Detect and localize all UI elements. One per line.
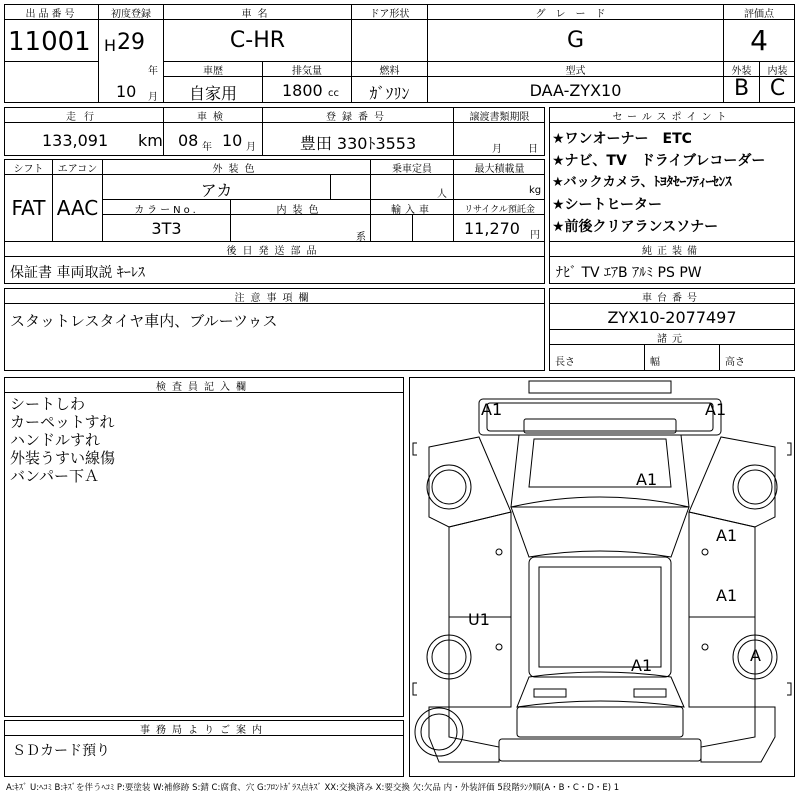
fuel-header: 燃料 (379, 66, 400, 77)
capacity-header: 乗車定員 (392, 164, 432, 175)
sales-point: ★シートヒーター (552, 197, 662, 213)
reg-year: 29 (117, 30, 145, 55)
mark-front-right: A1 (705, 400, 727, 419)
mark-front-left: A1 (481, 400, 503, 419)
sales-point: ★ナビ、TV ドライブレコーダー (552, 153, 766, 169)
aircon: AAC (56, 196, 99, 220)
history: 自家用 (188, 84, 237, 103)
sales-points-list (552, 128, 794, 238)
inspection-header: 車検 (197, 112, 229, 123)
sales-point: ★ワンオーナー ETC (552, 131, 692, 147)
genuine-equipment: ﾅﾋﾞ TV ｴｱB ｱﾙﾐ PS PW (556, 265, 702, 281)
door-header: ドア形状 (369, 9, 410, 20)
reg-month-unit: 月 (148, 92, 158, 103)
recycle-unit: 円 (530, 230, 540, 241)
displacement-header: 排気量 (292, 66, 322, 77)
inspection-year: 08 (178, 131, 199, 150)
color-no-header: カラーNo. (134, 205, 199, 216)
inspector-note: カーペットすれ (10, 413, 115, 431)
interior-grade: C (769, 76, 786, 101)
genuine-header: 純正装備 (642, 246, 702, 257)
legend: A:ｷｽﾞ U:ﾍｺﾐ B:ｷｽﾞを伴うﾍｺﾐ P:要塗装 W:補修跡 S:錆 C:腐食、穴 G:ﾌﾛﾝﾄｶﾞﾗｽ点ｷｽﾞ XX:交換済み X:要交換 欠:欠品 内・外装評価 5段階ﾗﾝｸ順(A・B・C・D・E) 1 (6, 783, 620, 793)
office-header: 事務局よりご案内 (140, 725, 268, 736)
car-name-header: 車名 (241, 9, 274, 20)
reg-year-unit: 年 (148, 66, 158, 77)
inspection-year-unit: 年 (202, 142, 212, 153)
mileage-header: 走行 (66, 112, 102, 123)
transfer-day-unit: 日 (528, 144, 538, 155)
recycle-fee: 11,270 (464, 219, 520, 238)
transfer-header: 譲渡書類期限 (469, 112, 530, 123)
displacement: 1800 (282, 81, 323, 100)
inspector-note: ハンドルすれ (10, 431, 101, 449)
mileage-unit: km (138, 131, 163, 150)
mark-roof-rear: A1 (631, 656, 653, 675)
inspection-month: 10 (222, 131, 243, 150)
notes-text: スタットレスタイヤ車内、ブルーツゥス (10, 312, 278, 330)
score: 4 (750, 24, 768, 57)
mark-right-front-door: A1 (716, 526, 738, 545)
int-color-unit: 系 (356, 232, 366, 243)
car-name: C-HR (229, 28, 286, 53)
spec-width: 幅 (650, 357, 660, 368)
notes-header: 注意事項欄 (234, 293, 315, 304)
sales-points-header: セールスポイント (612, 112, 732, 123)
model-code: DAA-ZYX10 (529, 81, 622, 100)
ext-color-header: 外装色 (212, 164, 261, 175)
spec-height: 高さ (725, 357, 745, 368)
later-parts-header: 後日発送部品 (226, 246, 323, 257)
exterior-grade: B (733, 76, 750, 101)
inspector-note: バンパー下Ａ (10, 467, 99, 485)
color-number: 3T3 (151, 219, 182, 238)
later-parts: 保証書 車両取説 ｷｰﾚｽ (10, 265, 145, 281)
recycle-header: リサイクル預託金 (464, 205, 535, 215)
history-header: 車歴 (203, 66, 223, 77)
score-header: 評価点 (744, 9, 774, 20)
exterior-color: アカ (200, 181, 233, 200)
office-note: ＳＤカード預り (12, 743, 110, 759)
mileage: 133,091 (42, 131, 109, 150)
lot-number: 11001 (8, 27, 91, 57)
reg-no-header: 登録番号 (326, 112, 390, 123)
transfer-month-unit: 月 (492, 144, 502, 155)
registration-number: 豊田 330ﾄ3553 (299, 134, 417, 153)
mark-left-rear: U1 (468, 610, 490, 629)
inspector-header: 検査員記入欄 (156, 382, 252, 393)
specs-header: 諸元 (657, 334, 687, 345)
lot-no-header: 出品番号 (25, 9, 78, 20)
chassis-header: 車台番号 (642, 293, 702, 304)
capacity-unit: 人 (437, 189, 447, 200)
mark-hood: A1 (636, 470, 658, 489)
inspector-notes (10, 395, 115, 485)
int-color-header: 内装色 (276, 205, 325, 216)
sales-point: ★前後クリアランスソナー (552, 219, 719, 235)
sales-point: ★バックカメラ、ﾄﾖﾀｾｰﾌﾃｨｰｾﾝｽ (552, 175, 732, 190)
interior-header: 内装 (767, 66, 788, 77)
displacement-unit: cc (328, 88, 339, 99)
inspection-month-unit: 月 (246, 142, 256, 153)
inspector-note: 外装うすい線傷 (10, 449, 116, 467)
spec-length: 長さ (555, 357, 575, 368)
max-load-header: 最大積載量 (474, 164, 525, 175)
model-header: 型式 (565, 66, 586, 77)
grade-header: グレード (535, 9, 616, 20)
shift-header: シフト (13, 164, 44, 175)
chassis-number: ZYX10-2077497 (607, 308, 737, 327)
grade: G (566, 28, 585, 53)
mark-right-rear-door: A1 (716, 586, 738, 605)
first-reg-header: 初度登録 (111, 9, 151, 20)
shift: FAT (11, 196, 46, 220)
exterior-header: 外装 (731, 66, 752, 77)
aircon-header: エアコン (57, 164, 98, 175)
mark-right-rear-wheel: A (750, 646, 761, 665)
max-load-unit: kg (529, 185, 542, 196)
car-outline-diagram (409, 377, 795, 777)
fuel: ｶﾞｿﾘﾝ (369, 84, 410, 103)
reg-month: 10 (116, 82, 137, 101)
inspector-note: シートしわ (10, 395, 86, 413)
import-header: 輸入車 (391, 205, 433, 216)
era: H (104, 36, 117, 55)
